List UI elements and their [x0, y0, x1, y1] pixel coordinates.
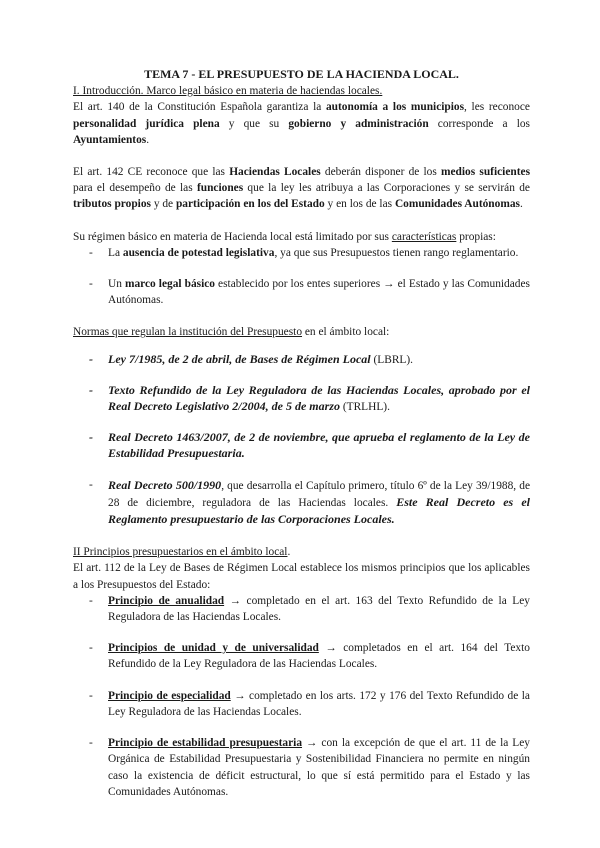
- principle-name: Principio de estabilidad presupuestaria: [108, 737, 303, 750]
- bold-run: Ley 7/1985, de 2 de abril, de Bases de Régimen Local: [108, 351, 371, 366]
- underlined-run: II Principios presupuestarios en el ámbito local: [73, 546, 288, 559]
- bold-run: Este Real Decreto es el Reglamento presupuestario de las Corporaciones Locales.: [108, 494, 530, 527]
- characteristics-list: [73, 245, 530, 309]
- bold-run: Ayuntamientos: [73, 133, 147, 146]
- principle-name: Principios de unidad y de universalidad: [108, 642, 319, 655]
- text-run: , que desarrolla el Capítulo primero, título 6º de la Ley 39/1988, de 28 de diciembre, reguladora de las Haciendas locales.: [108, 479, 530, 509]
- text-run: , ya que sus Presupuestos tienen rango reglamentario.: [274, 246, 519, 259]
- normas-heading: [73, 324, 530, 340]
- bold-run: participación en los del Estado: [175, 198, 325, 211]
- list-item: [73, 382, 530, 415]
- section-2-heading: [73, 544, 530, 560]
- bold-run: ausencia de potestad legislativa: [122, 246, 275, 259]
- text-run: .: [519, 198, 523, 211]
- bold-run: personalidad jurídica plena: [73, 117, 220, 130]
- text-run: y de: [150, 198, 176, 211]
- list-item: [73, 477, 530, 529]
- underlined-run: Normas que regulan la institución del Presupuesto: [73, 326, 303, 339]
- document-page: [73, 66, 530, 800]
- paragraph-art-142: [73, 164, 530, 213]
- bold-run: Real Decreto 500/1990: [108, 477, 222, 492]
- bold-run: Comunidades Autónomas: [394, 198, 520, 211]
- bold-run: medios suficientes: [441, 166, 530, 179]
- list-item: [73, 245, 530, 261]
- list-item: [73, 688, 530, 720]
- paragraph-regimen-basico: [73, 229, 530, 245]
- section-1-heading: I. Introducción. Marco legal básico en materia de haciendas locales.: [73, 85, 383, 98]
- text-run: , les reconoce: [464, 101, 530, 114]
- text-run: corresponde a los: [428, 117, 530, 130]
- bold-run: autonomía a los municipios: [325, 101, 465, 114]
- text-run: .: [287, 546, 291, 559]
- bold-run: tributos propios: [73, 198, 151, 211]
- text-run: → completados en el art. 164 del Texto Refundido de la Ley Reguladora de las Haciendas Locales.: [108, 642, 530, 671]
- document-title: TEMA 7 - EL PRESUPUESTO DE LA HACIENDA LOCAL.: [144, 67, 459, 81]
- text-run: Su régimen básico en materia de Hacienda local está limitado por sus: [73, 230, 392, 243]
- text-run: y que su: [219, 117, 289, 130]
- list-item: [73, 593, 530, 625]
- text-run: La: [108, 246, 123, 259]
- bold-run: Haciendas Locales: [229, 166, 321, 179]
- paragraph-art-112: El art. 112 de la Ley de Bases de Régimen Local establece los mismos principios que los aplicables a los Presupuestos del Estado:: [73, 562, 530, 591]
- underlined-run: características: [391, 230, 457, 243]
- text-run: que la ley les atribuya a las Corporaciones y se servirán de: [243, 182, 530, 195]
- list-item: [73, 735, 530, 800]
- bold-run: marco legal básico: [124, 278, 215, 291]
- text-run: establecido por los entes superiores → el Estado y las Comunidades Autónomas.: [108, 278, 530, 307]
- list-item: [73, 351, 530, 368]
- bold-run: Real Decreto 1463/2007, de 2 de noviembre, que aprueba el reglamento de la Ley de Estabilidad Presupuestaria.: [108, 430, 530, 461]
- text-run: (LBRL).: [370, 353, 414, 366]
- text-run: Un: [108, 278, 125, 291]
- list-item: [73, 640, 530, 672]
- bold-run: funciones: [196, 182, 244, 195]
- principle-name: Principio de especialidad: [108, 689, 231, 702]
- text-run: El art. 140 de la Constitución Española garantiza la: [73, 101, 326, 114]
- principle-name: Principio de anualidad: [108, 594, 225, 607]
- text-run: → con la excepción de que el art. 11 de la Ley Orgánica de Estabilidad Presupuestaria y Sostenibilidad Financiera no permite en ningún caso la existencia de déficit estructural, lo que sí está permitido para el Estado y las Comunidades Autónomas.: [108, 737, 531, 798]
- bold-run: gobierno y administración: [288, 117, 429, 130]
- text-run: → completado en el art. 163 del Texto Refundido de la Ley Reguladora de las Haciendas Locales.: [108, 594, 530, 624]
- paragraph-art-140: [73, 99, 530, 148]
- principios-list: [73, 593, 530, 800]
- list-item: [73, 429, 530, 462]
- text-run: .: [146, 133, 150, 146]
- text-run: El art. 142 CE reconoce que las: [73, 166, 230, 179]
- bold-run: Texto Refundido de la Ley Reguladora de las Haciendas Locales, aprobado por el Real Decreto Legislativo 2/2004, de 5 de marzo: [108, 382, 530, 414]
- list-item: [73, 276, 530, 308]
- text-run: en el ámbito local:: [302, 326, 390, 339]
- text-run: (TRLHL).: [339, 401, 390, 414]
- text-run: deberán disponer de los: [320, 166, 442, 179]
- normas-list: [73, 351, 530, 529]
- text-run: → completado en los arts. 172 y 176 del Texto Refundido de la Ley Reguladora de las Haciendas Locales.: [108, 689, 530, 718]
- text-run: propias:: [456, 230, 496, 243]
- text-run: y en los de las: [324, 198, 395, 211]
- text-run: para el desempeño de las: [73, 182, 197, 195]
